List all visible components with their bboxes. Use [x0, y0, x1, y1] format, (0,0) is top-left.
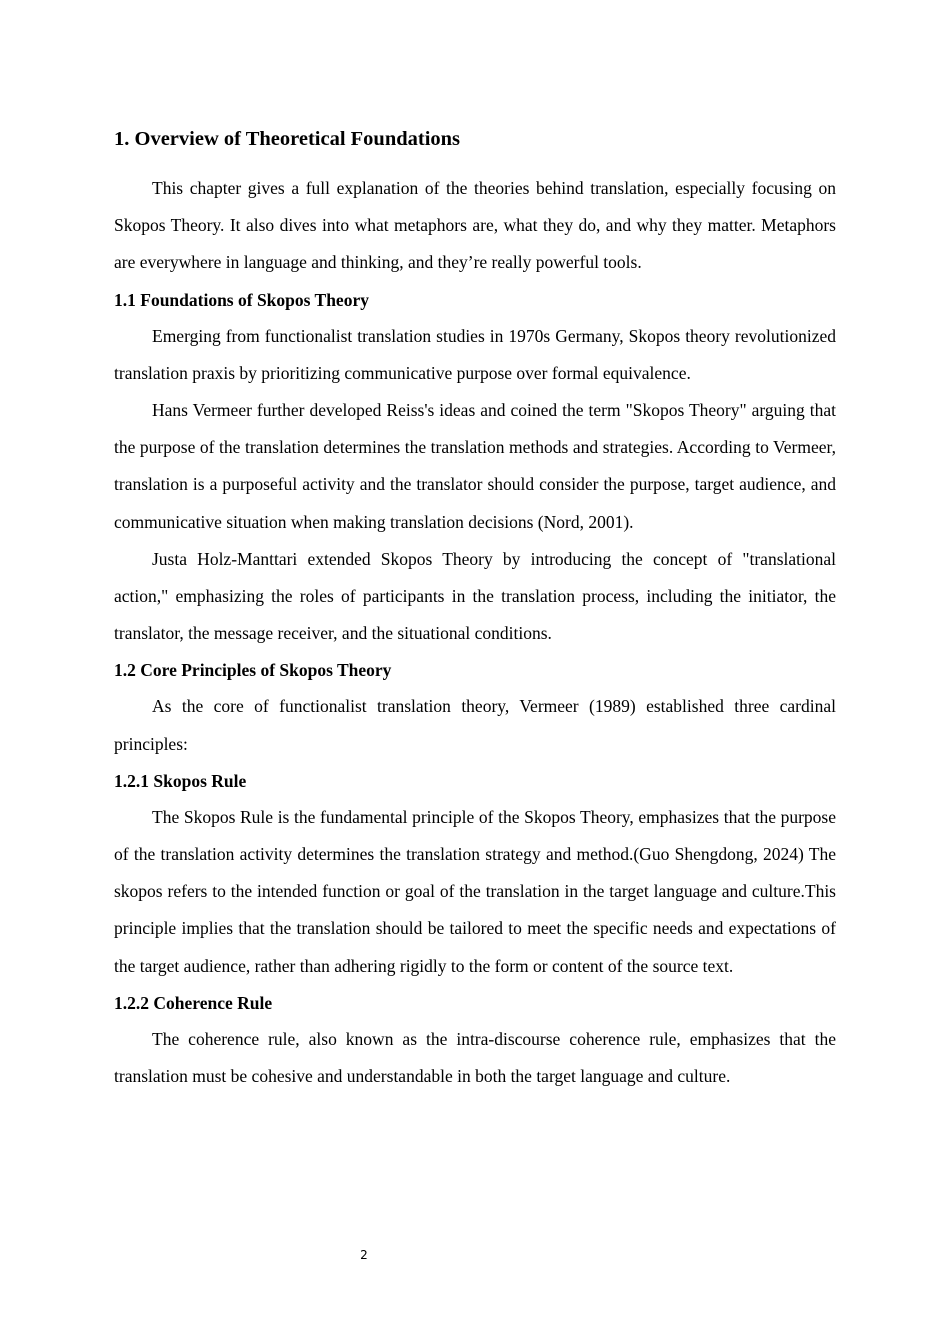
- section-heading-1-1: 1.1 Foundations of Skopos Theory: [114, 289, 369, 310]
- section-heading-1-2: 1.2 Core Principles of Skopos Theory: [114, 660, 392, 681]
- document-body: [114, 124, 836, 1095]
- paragraph-1-2-2: The coherence rule, also known as the intra-discourse coherence rule, emphasizes that the translation must be cohesive and understandable in both the target language and culture.: [114, 1028, 836, 1087]
- paragraph-1-2-1: The Skopos Rule is the fundamental principle of the Skopos Theory, emphasizes that the purpose of the translation activity determines the translation strategy and method.(Guo Shengdong, 2024) The skopos refers to the intended function or goal of the translation in the target language and culture.This principle implies that the translation should be tailored to meet the specific needs and expectations of the target audience, rather than adhering rigidly to the form or content of the source text.: [114, 806, 836, 976]
- subsection-heading-1-2-1: 1.2.1 Skopos Rule: [114, 770, 247, 791]
- paragraph-1-1-c: Justa Holz-Manttari extended Skopos Theory by introducing the concept of "translational action," emphasizing the roles of participants in the translation process, including the initiator, the translator, the message receiver, and the situational conditions.: [114, 548, 836, 644]
- paragraph-1-1-a: Emerging from functionalist translation studies in 1970s Germany, Skopos theory revolutionized translation praxis by prioritizing communicative purpose over formal equivalence.: [114, 325, 836, 383]
- paragraph-1-1-b: Hans Vermeer further developed Reiss's ideas and coined the term "Skopos Theory" arguing that the purpose of the translation determines the translation methods and strategies. According to Vermeer, translation is a purposeful activity and the translator should consider the purpose, target audience, and communicative situation when making translation decisions (Nord, 2001).: [114, 400, 836, 532]
- intro-paragraph: This chapter gives a full explanation of the theories behind translation, especially focusing on Skopos Theory. It also dives into what metaphors are, what they do, and why they matter. Metaphors are everywhere in language and thinking, and they’re really powerful tools.: [114, 178, 836, 273]
- chapter-heading: 1. Overview of Theoretical Foundations: [114, 128, 461, 150]
- page-number: 2: [360, 1248, 368, 1262]
- subsection-heading-1-2-2: 1.2.2 Coherence Rule: [114, 992, 273, 1013]
- paragraph-1-2: As the core of functionalist translation theory, Vermeer (1989) established three cardinal principles:: [114, 696, 836, 754]
